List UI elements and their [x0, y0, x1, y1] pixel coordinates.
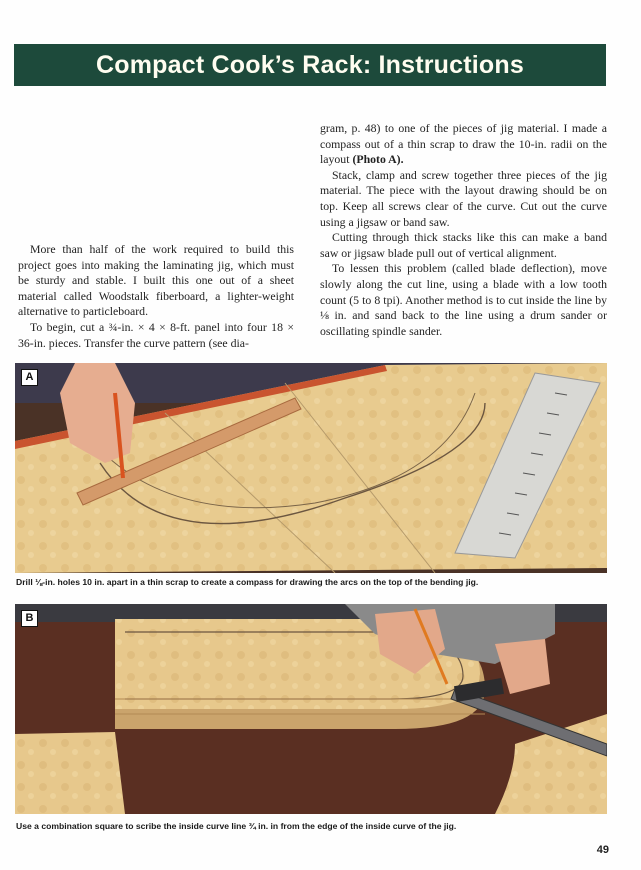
- photo-b-illustration: [15, 604, 607, 814]
- caption-b: Use a combination square to scribe the inside curve line ¾ in. in from the edge of the inside curve of the jig.: [16, 821, 457, 831]
- page-title: Compact Cook’s Rack: Instructions: [96, 50, 524, 79]
- photo-reference: (Photo A).: [352, 152, 404, 167]
- page-number: 49: [596, 844, 609, 856]
- title-bar: [14, 44, 606, 86]
- offcut-left: [15, 732, 125, 814]
- paragraph-text: gram, p. 48) to one of the pieces of jig material. I made a compass out of a thin scrap to draw the 10-in. radii on the layout: [320, 121, 607, 167]
- photo-a: [15, 363, 607, 573]
- paragraph: To lessen this problem (called blade deflection), move slowly along the cut line, using a blade with a low tooth count (5 to 8 tpi). Another method is to cut inside the line by ⅛ in. and sand back to the line using a drum sander or oscillating spindle sander.: [320, 261, 607, 338]
- photo-b: [15, 604, 607, 814]
- photo-label: A: [21, 369, 38, 386]
- text-column-right: [320, 121, 607, 339]
- paragraph: [320, 121, 607, 168]
- photo-label: B: [21, 610, 38, 627]
- photo-a-illustration: [15, 363, 607, 573]
- text-column-left: [18, 242, 294, 351]
- paragraph: To begin, cut a ¾-in. × 4 × 8-ft. panel into four 18 × 36-in. pieces. Transfer the curve pattern (see dia-: [18, 319, 294, 350]
- paragraph: Stack, clamp and screw together three pieces of the jig material. The piece with the layout drawing should be on top. Keep all screws clear of the curve. Cut out the curve using a jigsaw or band saw.: [320, 167, 607, 229]
- paragraph: Cutting through thick stacks like this can make a band saw or jigsaw blade pull out of vertical alignment.: [320, 230, 607, 260]
- caption-a: Drill ⅛-in. holes 10 in. apart in a thin scrap to create a compass for drawing the arcs on the top of the bending jig.: [16, 577, 479, 587]
- paragraph: More than half of the work required to build this project goes into making the laminating jig, which must be sturdy and stable. I built this one out of a sheet material called Woodstalk fiberboard, a lighter-weight alternative to particleboard.: [18, 242, 294, 319]
